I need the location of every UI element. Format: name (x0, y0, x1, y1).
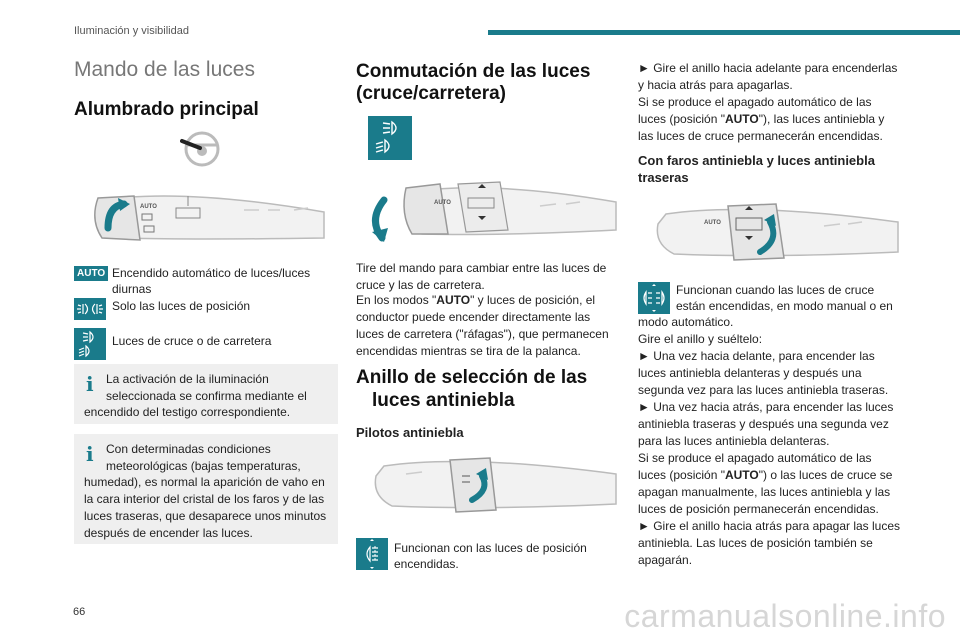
fog-body-line-7: antiniebla traseras y después una segunda vez (638, 417, 889, 431)
stalk-auto-label: AUTO (140, 204, 157, 210)
rear-fog-light-icon (356, 538, 388, 570)
paragraph-fog-auto-off: Si se produce el apagado automático de las luces (posición "AUTO") o las luces de cruce se apagan manualmente, las luces antiniebla y las luces de posición permanecerán encendidas. (638, 451, 893, 516)
fog-body-line-4: luces antiniebla delanteras y después una (638, 366, 862, 380)
legend-auto-text-1: Encendido automático de luces/luces (112, 266, 311, 280)
light-stalk-illustration (84, 180, 338, 260)
watermark: carmanualsonline.info (624, 598, 946, 634)
subsection-faros-antiniebla: Con faros antiniebla y luces antiniebla traseras (638, 153, 875, 185)
legend-rear-fog-text: Funcionan con las luces de posición encendidas. (394, 541, 587, 571)
paragraph-flash: En los modos "AUTO" y luces de posición, el conductor puede encender directamente las luces de carretera ("ráfagas"), que permanecen encendidas mientras se tira de la palanca. (356, 293, 609, 358)
front-rear-fog-light-icon (638, 282, 670, 314)
fog-body-line-6: ► Una vez hacia atrás, para encender las luces (638, 400, 894, 414)
note2-line5: luces traseras, que desaparece unos minutos (84, 509, 327, 523)
section-title-conmutacion-2: (cruce/carretera) (356, 83, 506, 104)
note1-line3: encendido del testigo correspondiente. (84, 405, 291, 419)
section-header: Iluminación y visibilidad (74, 25, 189, 37)
steering-wheel-icon (180, 128, 224, 168)
page-title: Mando de las luces (74, 58, 255, 81)
fog-body-line-8: para las luces antiniebla delanteras. (638, 434, 830, 448)
legend-front-rear-fog-text-1: Funcionan cuando las luces de cruce (676, 283, 875, 297)
note1-line1: La activación de la iluminación (106, 372, 269, 386)
section-title-alumbrado: Alumbrado principal (74, 99, 259, 120)
stalk-auto-label: AUTO (704, 220, 721, 226)
legend-position-text: Solo las luces de posición (112, 299, 251, 313)
legend-low-high-beam (74, 328, 340, 360)
column-1 (74, 55, 338, 121)
note2-line1: Con determinadas condiciones (106, 442, 271, 456)
fog-body-line-5: segunda vez para las luces antiniebla traseras. (638, 383, 889, 397)
light-stalk-pull-illustration (360, 170, 618, 254)
section-title-antiniebla-1: Anillo de selección de las (356, 367, 588, 388)
legend-front-rear-fog-text-2: están encendidas, en modo manual o en (676, 299, 893, 313)
legend-auto (74, 266, 340, 298)
position-lights-icon (74, 298, 106, 320)
fog-body-line-2: Gire el anillo y suéltelo: (638, 332, 763, 346)
header-accent-bar (488, 30, 960, 35)
note2-line6: después de encender las luces. (84, 526, 253, 540)
info-icon: i (86, 372, 94, 396)
legend-beam-text: Luces de cruce o de carretera (112, 334, 272, 348)
note2-line2: meteorológicas (bajas temperaturas, (106, 459, 301, 473)
legend-front-rear-fog (638, 282, 900, 316)
legend-auto-text-2: diurnas (112, 282, 152, 296)
paragraph-auto-off: Si se produce el apagado automático de las luces (posición "AUTO"), las luces antiniebla y las luces de cruce permanecerán encendidas. (638, 95, 885, 143)
note2-line4: la cara interior del cristal de los faros y de las (84, 492, 325, 506)
note1-line2: seleccionada se confirma mediante el (106, 389, 307, 403)
note-activation (74, 364, 338, 424)
fog-body-line-3: ► Una vez hacia delante, para encender las (638, 349, 875, 363)
stalk-auto-label: AUTO (434, 200, 451, 206)
low-high-beam-icon (368, 116, 412, 160)
section-title-antiniebla-2: luces antiniebla (372, 390, 515, 411)
note2-line3: humedad), es normal la aparición de vaho en (84, 475, 325, 489)
note-condensation (74, 434, 338, 544)
legend-rear-fog (356, 538, 618, 572)
paragraph-rotate-ring: ► Gire el anillo hacia adelante para encenderlas y hacia atrás para apagarlas. (638, 61, 898, 92)
fog-body-line-1: modo automático. (638, 315, 734, 329)
page-number: 66 (73, 606, 86, 618)
low-high-beam-icon (74, 328, 106, 360)
subsection-pilotos-antiniebla: Pilotos antiniebla (356, 425, 464, 440)
fog-ring-stalk-illustration (366, 446, 618, 526)
legend-position-lights (74, 298, 340, 320)
info-icon: i (86, 442, 94, 466)
paragraph-fog-body (638, 314, 900, 450)
section-title-conmutacion-1: Conmutación de las luces (356, 61, 591, 82)
auto-badge: AUTO (74, 266, 108, 281)
paragraph-fog-off: ► Gire el anillo hacia atrás para apagar las luces antiniebla. Las luces de posición también se apagarán. (638, 519, 901, 567)
paragraph-pull-stalk: Tire del mando para cambiar entre las luces de cruce y las de carretera. (356, 261, 607, 292)
fog-ring-front-rear-stalk-illustration (648, 196, 900, 272)
